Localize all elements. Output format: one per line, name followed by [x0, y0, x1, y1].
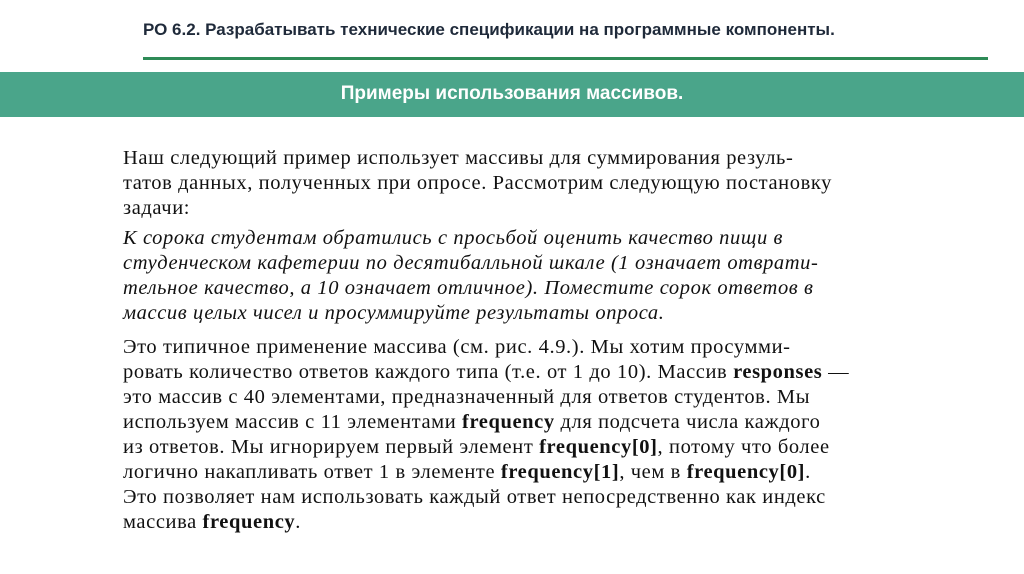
- text-segment: —: [822, 361, 850, 383]
- paragraph-explanation: [123, 335, 955, 535]
- text-line: тельное качество, а 10 означает отличное). Поместите сорок ответов в: [123, 277, 814, 299]
- text-line: К сорока студентам обратились с просьбой оценить качество пищи в: [123, 227, 784, 249]
- text-line: [123, 510, 955, 535]
- text-line: [123, 435, 955, 460]
- text-line: Это типичное применение массива (см. рис. 4.9.). Мы хотим просумми-: [123, 336, 791, 358]
- slide-header-title: РО 6.2. Разрабатывать технические спецификации на программные компоненты.: [143, 20, 835, 39]
- text-line: Это позволяет нам использовать каждый ответ непосредственно как индекс: [123, 486, 826, 508]
- text-line: студенческом кафетерии по десятибалльной шкале (1 означает отврати-: [123, 252, 819, 274]
- code-term: frequency: [462, 411, 555, 433]
- code-term: frequency[0]: [539, 436, 658, 458]
- text-segment: из ответов. Мы игнорируем первый элемент: [123, 436, 540, 458]
- text-segment: .: [295, 511, 301, 533]
- text-segment: логично накапливать ответ 1 в элементе: [123, 461, 501, 483]
- code-term: frequency: [202, 511, 296, 533]
- text-line: массив целых чисел и просуммируйте результаты опроса.: [123, 302, 665, 324]
- text-line: татов данных, полученных при опросе. Рассмотрим следующую постановку: [123, 172, 833, 194]
- text-line: это массив с 40 элементами, предназначенный для ответов студентов. Мы: [123, 386, 811, 408]
- text-line: [123, 360, 955, 385]
- text-line: Наш следующий пример использует массивы для суммирования резуль-: [123, 147, 794, 169]
- text-segment: массива: [123, 511, 203, 533]
- code-term: frequency[1]: [500, 461, 620, 483]
- code-term: frequency[0]: [686, 461, 806, 483]
- paragraph-intro: [123, 146, 955, 221]
- text-segment: используем массив с 11 элементами: [123, 411, 463, 433]
- paragraph-problem-statement: [123, 226, 955, 326]
- section-banner-title: Примеры использования массивов.: [340, 83, 684, 104]
- text-segment: , чем в: [619, 461, 687, 483]
- text-line: задачи:: [123, 197, 191, 219]
- header-divider: [143, 57, 988, 60]
- text-line: [123, 460, 955, 485]
- section-banner: [0, 72, 1024, 117]
- text-segment: , потому что более: [657, 436, 830, 458]
- code-term: responses: [733, 361, 823, 383]
- text-segment: для подсчета числа каждого: [554, 411, 821, 433]
- text-segment: .: [805, 461, 811, 483]
- text-line: [123, 410, 955, 435]
- text-segment: ровать количество ответов каждого типа (т.е. от 1 до 10). Массив: [123, 361, 734, 383]
